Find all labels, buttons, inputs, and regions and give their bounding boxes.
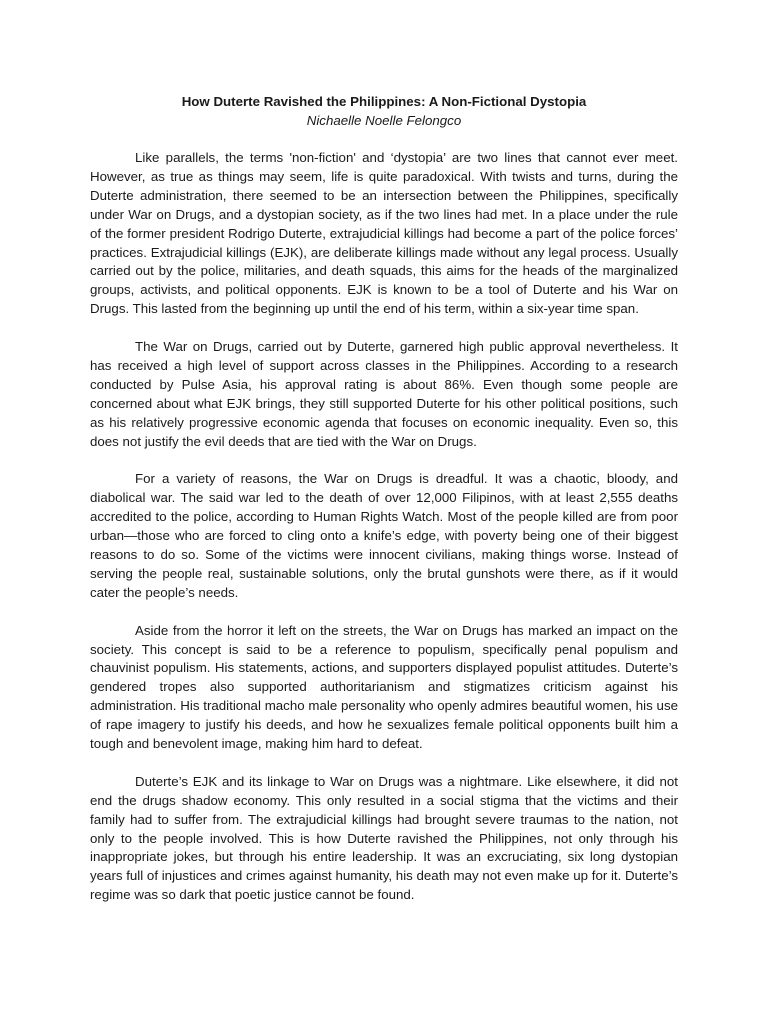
paragraph-2: The War on Drugs, carried out by Duterte, garnered high public approval nevertheless. It has received a high level of support across classes in the Philippines. According to a research conducted by Pulse Asia, his approval rating is about 86%. Even though some people are concerned about what EJK brings, they still supported Duterte for his other political positions, such as his relatively progressive economic agenda that focuses on economic inequality. Even so, this does not justify the evil deeds that are tied with the War on Drugs.	[90, 339, 678, 449]
paragraph-4: Aside from the horror it left on the streets, the War on Drugs has marked an impact on the society. This concept is said to be a reference to populism, specifically penal populism and chauvinist populism. His statements, actions, and supporters displayed populist attitudes. Duterte’s gendered tropes also supported authoritarianism and stigmatizes criticism against his administration. His traditional macho male personality who openly admires beautiful women, his use of rape imagery to justify his deeds, and how he sexualizes female political opponents built him a tough and benevolent image, making him hard to defeat.	[90, 622, 678, 752]
paragraph-1: Like parallels, the terms 'non-fiction' and ‘dystopia’ are two lines that cannot ever meet. However, as true as things may seem, life is quite paradoxical. With twists and turns, during the Duterte administration, there seemed to be an intersection between the Philippines, specifically under War on Drugs, and a dystopian society, as if the two lines had met. In a place under the rule of the former president Rodrigo Duterte, extrajudicial killings had become a part of the police forces’ practices. Extrajudicial killings (EJK), are deliberate killings made without any legal process. Usually carried out by the police, militaries, and death squads, this aims for the heads of the marginalized groups, activists, and political opponents. EJK is known to be a tool of Duterte and his War on Drugs. This lasted from the beginning up until the end of his term, within a six-year time span.	[90, 150, 678, 317]
paragraph-5: Duterte’s EJK and its linkage to War on Drugs was a nightmare. Like elsewhere, it did not end the drugs shadow economy. This only resulted in a social stigma that the victims and their family had to suffer from. The extrajudicial killings had brought severe traumas to the nation, not only to the people involved. This is how Duterte ravished the Philippines, not only through his inappropriate jokes, but through his entire leadership. It was an excruciating, six long dystopian years full of injustices and crimes against humanity, his death may not even make up for it. Duterte’s regime was so dark that poetic justice cannot be found.	[90, 773, 678, 903]
paragraph-3: For a variety of reasons, the War on Drugs is dreadful. It was a chaotic, bloody, and diabolical war. The said war led to the death of over 12,000 Filipinos, with at least 2,555 deaths accredited to the police, according to Human Rights Watch. Most of the people killed are from poor urban—those who are forced to cling onto a knife’s edge, with poverty being one of their biggest reasons to do so. Some of the victims were innocent civilians, making things worse. Instead of serving the people real, sustainable solutions, only the brutal gunshots were there, as if it would cater the people’s needs.	[90, 471, 678, 600]
document-author: Nichaelle Noelle Felongco	[306, 113, 462, 128]
document-title: How Duterte Ravished the Philippines: A Non-Fictional Dystopia	[181, 94, 587, 109]
document-page	[90, 90, 678, 924]
